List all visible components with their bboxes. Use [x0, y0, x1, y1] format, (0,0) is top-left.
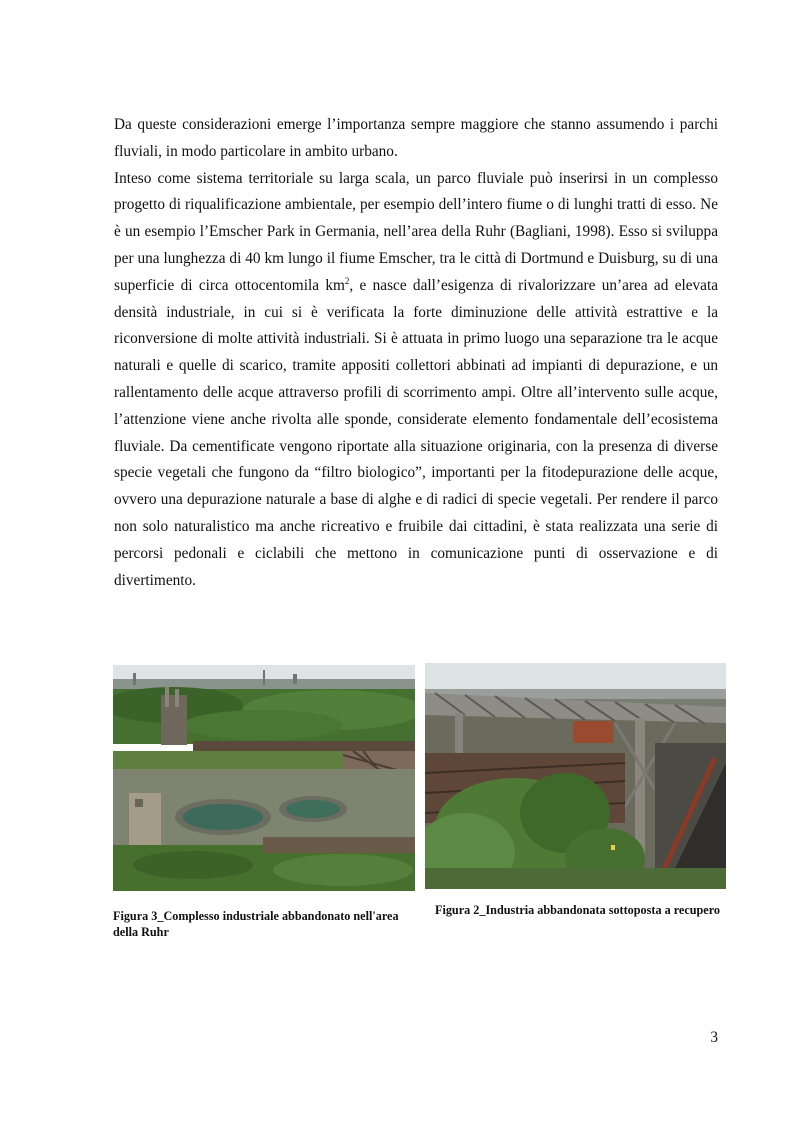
paragraph-2-part-1: Inteso come sistema territoriale su larga scala, un parco fluviale può inserirsi in un complesso progetto di riqualificazione ambientale, per esempio dell’intero fiume o di lunghi tratti di esso. Ne è un esempio l’Emscher Park in Germania, nell’area della Ruhr (Bagliani, 1998). Esso si sviluppa per una lunghezza di 40 km lungo il fiume Emscher, tra le città di Dortmund e Duisburg, su di una superficie di circa ottocentomila km: [114, 169, 718, 294]
figure-3-photo: [113, 665, 415, 891]
figure-2-photo: [425, 663, 726, 889]
figure-2-caption: Figura 2_Industria abbandonata sottoposta a recupero: [435, 903, 720, 917]
paragraph-2-part-2: , e nasce dall’esigenza di rivalorizzare un’area ad elevata densità industriale, in cui si è verificata la forte diminuzione delle attività estrattive e la riconversione di molte attività industriali. Si è attuata in primo luogo una separazione tra le acque naturali e quelle di scarico, tramite appositi collettori abbinati ad impianti di depurazione, e un rallentamento delle acque attraverso profili di scorrimento ampi. Oltre all’intervento sulle acque, l’attenzione viene anche rivolta alle sponde, considerate elemento fondamentale dell’ecosistema fluviale. Da cementificate vengono riportate alla situazione originaria, con la presenza di diverse specie vegetali che fungono da “filtro biologico”, importanti per la fitodepurazione delle acque, ovvero una depurazione naturale a base di alghe e di radici di specie vegetali. Per rendere il parco non solo naturalistico ma anche ricreativo e fruibile dai cittadini, è stata realizzata una serie di percorsi pedonali e ciclabili che mettono in comunicazione punti di osservazione e di divertimento.: [114, 276, 719, 589]
paragraph-1: Da queste considerazioni emerge l’importanza sempre maggiore che stanno assumendo i parchi fluviali, in modo particolare in ambito urbano.: [114, 116, 718, 160]
superscript-two: 2: [344, 275, 350, 286]
figure-3-caption: Figura 3_Complesso industriale abbandonato nell'area della Ruhr: [113, 909, 399, 939]
page-number: 3: [710, 1029, 718, 1046]
paragraph-2: [114, 166, 718, 595]
body-text: [114, 112, 718, 594]
